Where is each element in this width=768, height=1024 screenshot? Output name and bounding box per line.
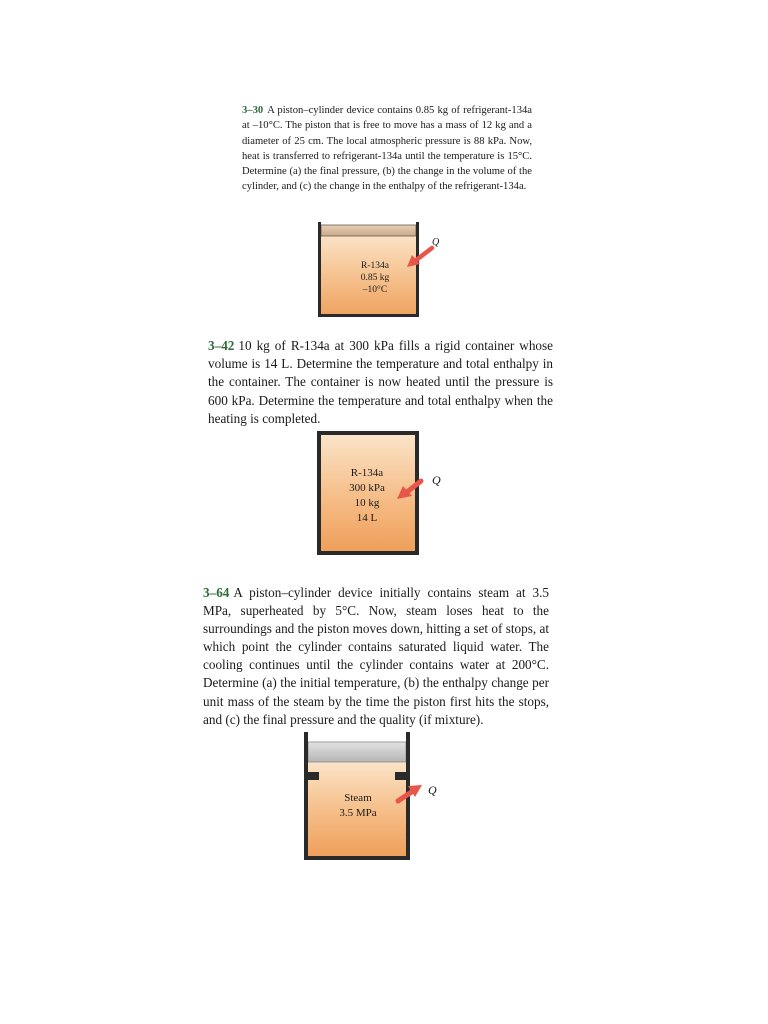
piston xyxy=(321,225,416,236)
problem-number: 3–42 xyxy=(208,338,235,353)
heat-label: Q xyxy=(432,237,440,248)
fluid-label-line: 3.5 MPa xyxy=(339,807,377,819)
heat-label: Q xyxy=(428,783,437,797)
fluid-label-line: R-134a xyxy=(350,467,384,479)
problem-3-30 xyxy=(242,103,532,195)
problem-statement: A piston–cylinder device initially contains steam at 3.5 MPa, superheated by 5°C. Now, steam loses heat to the surroundings and the piston moves down, hitting a set of stops, at which point the cylinder contains saturated liquid water. The cooling continues until the cylinder contains water at 200°C. Determine (a) the initial temperature, (b) the enthalpy change per unit mass of the steam by the time the piston first hits the stops, and (c) the final pressure and the quality (if mixture). xyxy=(203,585,549,727)
fluid-label-line: –10°C xyxy=(362,285,388,295)
fluid-label-line: 14 L xyxy=(356,512,378,524)
fluid-label-line: R-134a xyxy=(361,261,389,271)
fluid-label-line: 300 kPa xyxy=(349,482,385,494)
problem-3-64-text xyxy=(203,584,549,729)
piston-cylinder-figure-3-30 xyxy=(318,222,468,318)
problem-statement: A piston–cylinder device contains 0.85 kg of refrigerant-134a at –10°C. The piston that is free to move has a mass of 12 kg and a diameter of 25 cm. The local atmospheric pressure is 88 kPa. Now, heat is transferred to refrigerant-134a until the temperature is 15°C. Determine (a) the final pressure, (b) the change in the volume of the cylinder, and (c) the change in the enthalpy of the refrigerant-134a. xyxy=(242,105,532,193)
problem-3-42 xyxy=(208,337,553,428)
problem-statement: 10 kg of R-134a at 300 kPa fills a rigid container whose volume is 14 L. Determine the temperature and total enthalpy in the container. The container is now heated until the pressure is 600 kPa. Determine the temperature and total enthalpy when the heating is completed. xyxy=(208,338,553,426)
left-stop xyxy=(308,772,319,780)
problem-3-64 xyxy=(203,584,549,729)
problem-3-42-text xyxy=(208,337,553,428)
right-stop xyxy=(395,772,406,780)
piston-cylinder-stops-figure-3-64 xyxy=(304,732,454,862)
problem-number: 3–64 xyxy=(203,585,230,600)
fluid-label-line: Steam xyxy=(344,792,372,804)
problem-3-30-text xyxy=(242,103,532,195)
problem-number: 3–30 xyxy=(242,105,264,116)
piston xyxy=(308,742,406,762)
heat-label: Q xyxy=(432,473,441,487)
fluid-label-line: 10 kg xyxy=(354,497,380,509)
rigid-container-figure-3-42 xyxy=(317,431,467,557)
fluid-label-line: 0.85 kg xyxy=(360,273,390,283)
